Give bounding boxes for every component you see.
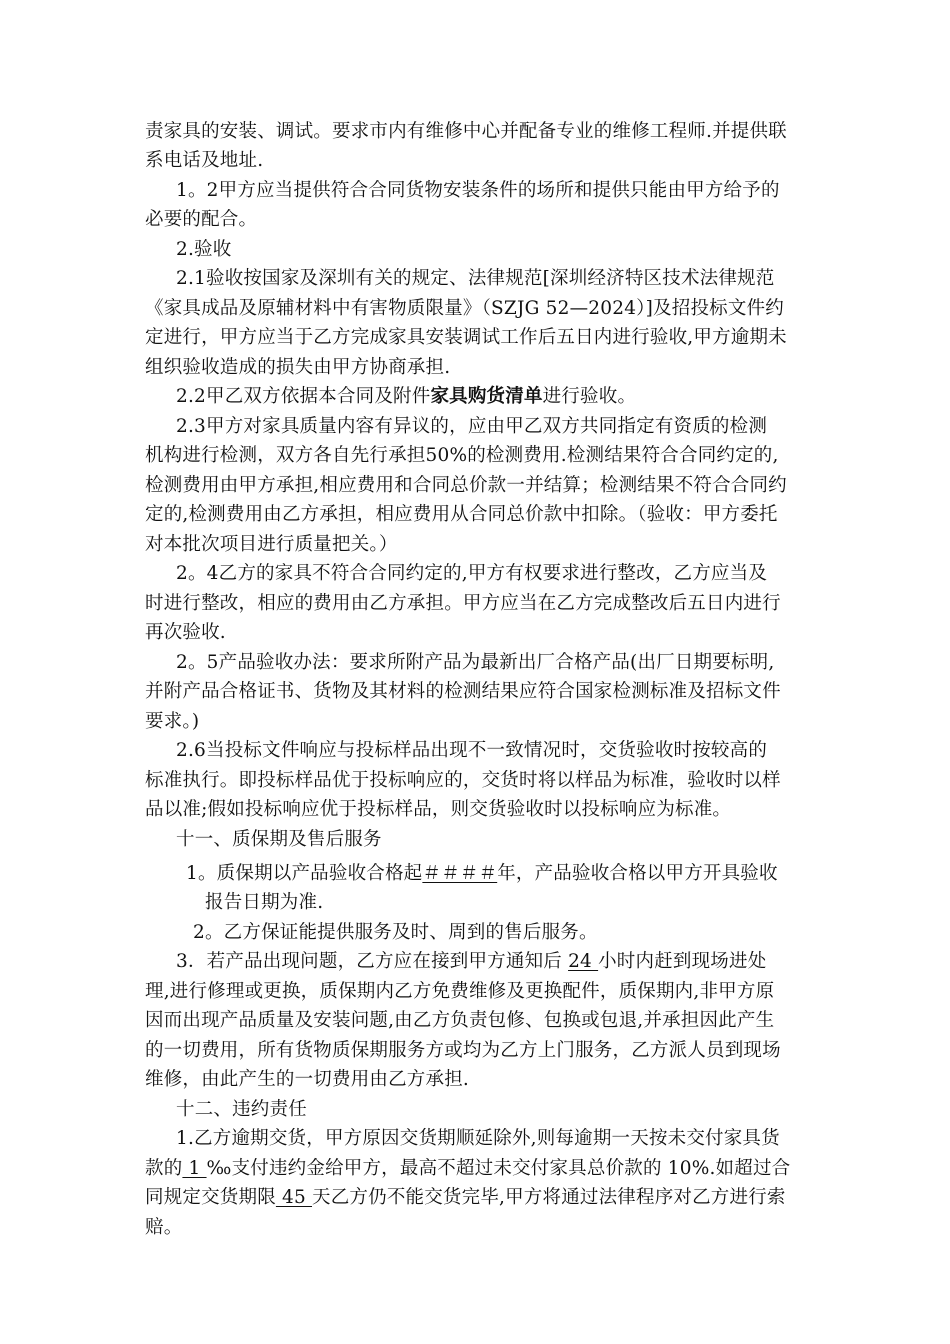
- text-line: 2.6当投标文件响应与投标样品出现不一致情况时，交货验收时按较高的: [176, 740, 768, 761]
- text-line: 赔。: [145, 1217, 183, 1238]
- text-line: 1。2甲方应当提供符合合同货物安装条件的场所和提供只能由甲方给予的: [176, 180, 780, 201]
- text-line: 《家具成品及原辅材料中有害物质限量》（SZJG 52—2024）]及招投标文件约: [145, 298, 784, 319]
- text-line: 定进行，甲方应当于乙方完成家具安装调试工作后五日内进行验收,甲方逾期未: [145, 327, 787, 348]
- text-line: 2.1验收按国家及深圳有关的规定、法律规范[深圳经济特区技术法律规范: [176, 268, 775, 289]
- section-heading: 2.验收: [176, 239, 232, 260]
- text-line: 2.3甲方对家具质量内容有异议的，应由甲乙双方共同指定有资质的检测: [176, 416, 768, 437]
- text-line: 标准执行。即投标样品优于投标响应的，交货时将以样品为标准，验收时以样: [145, 770, 781, 791]
- bold-term: 家具购货清单: [430, 386, 543, 407]
- text-line: 系电话及地址.: [145, 150, 264, 171]
- text-line: 再次验收.: [145, 622, 226, 643]
- text-line: 要求。): [145, 711, 200, 732]
- text-line: 必要的配合。: [145, 209, 258, 230]
- section-heading: 十一、质保期及售后服务: [176, 829, 382, 850]
- text-segment: 进行验收。: [542, 386, 637, 407]
- text-line: 报告日期为准.: [205, 892, 324, 913]
- underlined-value: ＃＃＃＃: [422, 863, 498, 884]
- text-line: [145, 1155, 790, 1183]
- section-heading: 十二、违约责任: [176, 1099, 307, 1120]
- text-line: 理,进行修理或更换，质保期内乙方免费维修及更换配件，质保期内,非甲方原: [145, 981, 775, 1002]
- text-line: 因而出现产品质量及安装问题,由乙方负责包修、包换或包退,并承担因此产生: [145, 1010, 775, 1031]
- underlined-value: 45: [275, 1187, 313, 1208]
- text-line: 维修，由此产生的一切费用由乙方承担.: [145, 1069, 469, 1090]
- text-line: 定的,检测费用由乙方承担，相应费用从合同总价款中扣除。（验收：甲方委托: [145, 504, 778, 525]
- text-line: 并附产品合格证书、货物及其材料的检测结果应符合国家检测标准及招标文件: [145, 681, 781, 702]
- text-line: 2。乙方保证能提供服务及时、周到的售后服务。: [193, 922, 598, 943]
- text-line: 责家具的安装、调试。要求市内有维修中心并配备专业的维修工程师.并提供联: [145, 121, 787, 142]
- text-line: 1.乙方逾期交货，甲方原因交货期顺延除外,则每逾期一天按未交付家具货: [176, 1128, 780, 1149]
- text-line: 组织验收造成的损失由甲方协商承担.: [145, 357, 451, 378]
- text-segment: ‰支付违约金给甲方，最高不超过未交付家具总价款的 10%.如超过合: [206, 1158, 791, 1179]
- text-segment: 2.2甲乙双方依据本合同及附件: [176, 386, 431, 407]
- text-segment: 小时内赶到现场进处: [598, 951, 767, 972]
- text-line: 2。5产品验收办法：要求所附产品为最新出厂合格产品(出厂日期要标明,: [176, 652, 775, 673]
- underlined-value: 24: [568, 951, 599, 972]
- text-line: 品以准;假如投标响应优于投标样品，则交货验收时以投标响应为标准。: [145, 799, 732, 820]
- text-segment: 同规定交货期限: [145, 1187, 276, 1208]
- text-line: 检测费用由甲方承担,相应费用和合同总价款一并结算；检测结果不符合合同约: [145, 475, 787, 496]
- text-segment: 3．若产品出现问题，乙方应在接到甲方通知后: [176, 951, 569, 972]
- text-segment: 天乙方仍不能交货完毕,甲方将通过法律程序对乙方进行索: [312, 1187, 786, 1208]
- text-line: 对本批次项目进行质量把关。）: [145, 534, 398, 555]
- text-segment: 1。质保期以产品验收合格起: [186, 863, 423, 884]
- text-line: 机构进行检测，双方各自先行承担50%的检测费用.检测结果符合合同约定的,: [145, 445, 779, 466]
- underlined-value: 1: [182, 1158, 207, 1179]
- text-line: 的一切费用，所有货物质保期服务方或均为乙方上门服务，乙方派人员到现场: [145, 1040, 781, 1061]
- text-segment: 款的: [145, 1158, 183, 1179]
- text-line: [176, 948, 766, 976]
- text-line: 2。4乙方的家具不符合合同约定的,甲方有权要求进行整改，乙方应当及: [176, 563, 768, 584]
- text-line: [176, 383, 636, 411]
- text-segment: 年，产品验收合格以甲方开具验收: [497, 863, 778, 884]
- text-line: [186, 860, 778, 888]
- text-line: 时进行整改，相应的费用由乙方承担。甲方应当在乙方完成整改后五日内进行: [145, 593, 781, 614]
- text-line: [145, 1184, 786, 1212]
